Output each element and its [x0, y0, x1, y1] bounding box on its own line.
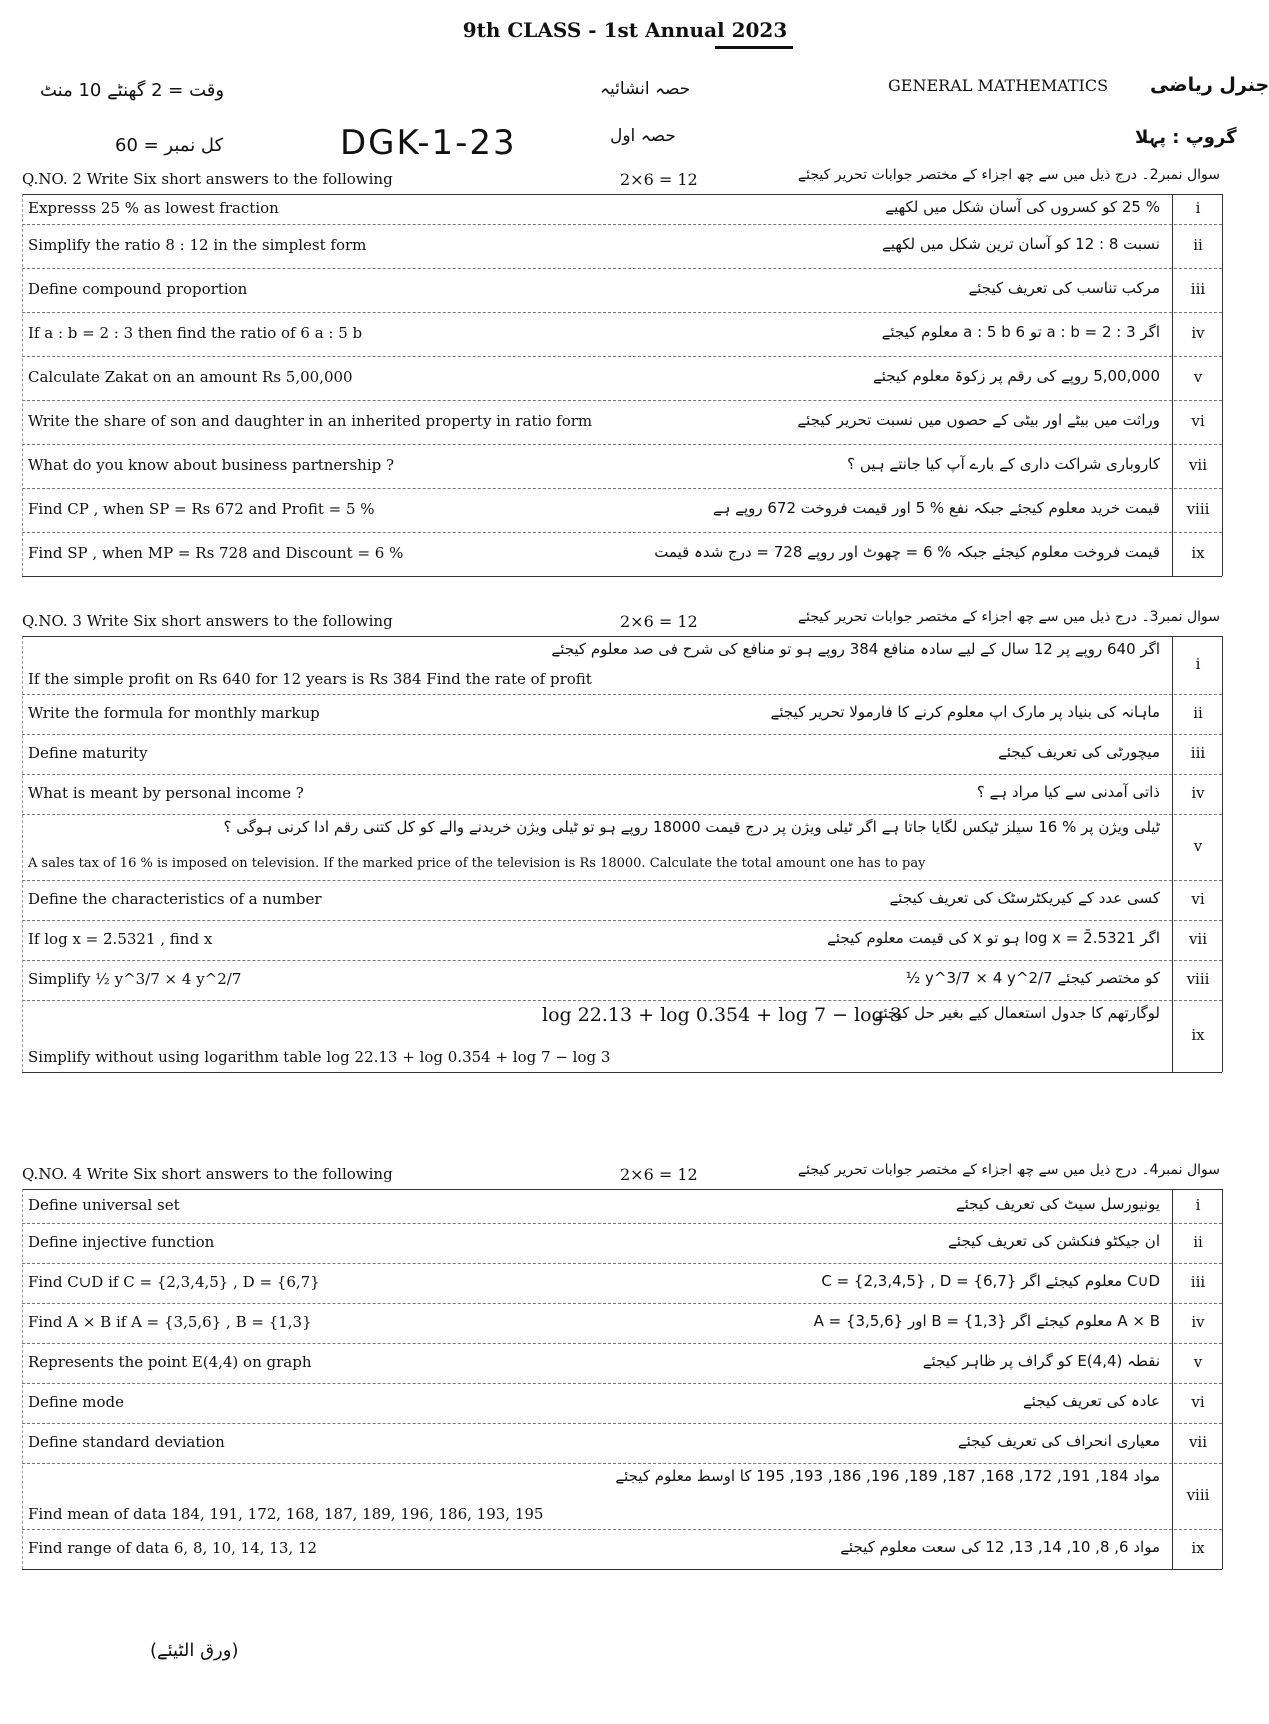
- question-formula: log 22.13 + log 0.354 + log 7 − log 3: [542, 1004, 902, 1026]
- section-marks: 2×6 = 12: [620, 170, 698, 189]
- question-row: [22, 880, 1222, 920]
- question-text-ur: اگر log x = 2̄.5321 ہو تو x کی قیمت معلوم کیجئے: [827, 929, 1160, 947]
- section-heading-en: Q.NO. 2 Write Six short answers to the following: [22, 170, 393, 188]
- section-heading-en: Q.NO. 4 Write Six short answers to the following: [22, 1165, 393, 1183]
- question-number: iii: [1190, 1273, 1206, 1291]
- question-text-ur: نسبت 8 : 12 کو آسان ترین شکل میں لکھیے: [882, 235, 1160, 253]
- question-text-ur: معیاری انحراف کی تعریف کیجئے: [957, 1432, 1160, 1450]
- question-number: iii: [1190, 744, 1206, 762]
- question-row: [22, 1463, 1222, 1529]
- question-text-en: Define standard deviation: [28, 1433, 225, 1451]
- question-number: viii: [1186, 1486, 1210, 1504]
- table-left-border: [22, 1189, 23, 1569]
- question-text-ur: A = {3,5,6} اور B = {1,3} معلوم کیجئے اگر A × B: [813, 1312, 1160, 1330]
- question-text-en: What is meant by personal income ?: [28, 784, 304, 802]
- question-row: [22, 1223, 1222, 1263]
- question-text-en: What do you know about business partnership ?: [28, 456, 395, 474]
- question-row: [22, 920, 1222, 960]
- question-row: [22, 400, 1222, 444]
- question-text-en: If a : b = 2 : 3 then find the ratio of 6 a : 5 b: [28, 324, 363, 342]
- question-text-ur: عادہ کی تعریف کیجئے: [1023, 1392, 1160, 1410]
- table-left-border: [22, 636, 23, 1072]
- question-text-en: Define compound proportion: [28, 280, 248, 298]
- question-text-en: Write the formula for monthly markup: [28, 704, 320, 722]
- question-text-en: Expresss 25 % as lowest fraction: [28, 199, 279, 217]
- question-text-ur: 5,00,000 روپے کی رقم پر زکوۃ معلوم کیجئے: [873, 367, 1160, 385]
- section-heading-ur: سوال نمبر2۔ درج ذیل میں سے چھ اجزاء کے مختصر جوابات تحریر کیجئے: [797, 167, 1220, 183]
- question-number: vii: [1188, 1433, 1208, 1451]
- question-row: [22, 960, 1222, 1000]
- question-row: [22, 1263, 1222, 1303]
- group-label: گروپ : پہلا: [1135, 127, 1237, 148]
- question-number: vi: [1191, 1393, 1205, 1411]
- question-text-ur: ½ y^3/7 × 4 y^2/7 کو مختصر کیجئے: [905, 969, 1160, 987]
- question-text-ur: قیمت فروخت معلوم کیجئے جبکہ % 6 = چھوٹ اور روپے 728 = درج شدہ قیمت: [654, 543, 1160, 561]
- row-divider: [22, 1072, 1222, 1073]
- question-text-ur: مواد 184, 191, 172, 168, 187, 189, 196, 186, 193, 195 کا اوسط معلوم کیجئے: [615, 1467, 1160, 1485]
- question-text-ur: ان جیکٹو فنکشن کی تعریف کیجئے: [948, 1232, 1160, 1250]
- question-row: [22, 1303, 1222, 1343]
- question-number: viii: [1186, 970, 1210, 988]
- question-text-ur: وراثت میں بیٹے اور بیٹی کے حصوں میں نسبت تحریر کیجئے: [797, 411, 1160, 429]
- question-text-en: Simplify without using logarithm table log 22.13 + log 0.354 + log 7 − log 3: [28, 1048, 611, 1066]
- question-text-ur: ٹیلی ویژن پر % 16 سیلز ٹیکس لگایا جاتا ہے اگر ٹیلی ویژن پر درج قیمت 18000 روپے ہو تو ٹیلی ویژن خریدنے والے کو کل کتنی رقم ادا کرنی ہوگی ؟: [223, 818, 1160, 836]
- question-text-ur: یونیورسل سیٹ کی تعریف کیجئے: [955, 1195, 1160, 1213]
- row-divider: [22, 1569, 1222, 1570]
- number-column-left-border: [1172, 194, 1173, 576]
- question-row: [22, 636, 1222, 694]
- question-number: ix: [1191, 544, 1205, 562]
- question-text-en: Write the share of son and daughter in an inherited property in ratio form: [28, 412, 593, 430]
- question-number: v: [1193, 368, 1203, 386]
- question-row: [22, 1000, 1222, 1072]
- question-number: vii: [1188, 456, 1208, 474]
- question-number: vii: [1188, 930, 1208, 948]
- question-row: [22, 268, 1222, 312]
- section-marks: 2×6 = 12: [620, 1165, 698, 1184]
- section-heading-ur: سوال نمبر4۔ درج ذیل میں سے چھ اجزاء کے مختصر جوابات تحریر کیجئے: [797, 1162, 1220, 1178]
- question-text-ur: کاروباری شراکت داری کے بارے آپ کیا جانتے ہیں ؟: [847, 455, 1160, 473]
- section-heading-en: Q.NO. 3 Write Six short answers to the following: [22, 612, 393, 630]
- question-text-ur: نقطہ E(4,4) کو گراف پر ظاہر کیجئے: [922, 1352, 1160, 1370]
- question-number: v: [1193, 1353, 1203, 1371]
- question-row: [22, 488, 1222, 532]
- question-number: viii: [1186, 500, 1210, 518]
- time-label: وقت = 2 گھنٹے 10 منٹ: [40, 80, 225, 101]
- question-text-ur: اگر a : b = 2 : 3 تو 6 a : 5 b معلوم کیجئے: [881, 323, 1160, 341]
- subject-en: GENERAL MATHEMATICS: [888, 76, 1109, 95]
- question-text-en: Define injective function: [28, 1233, 215, 1251]
- question-row: [22, 1343, 1222, 1383]
- question-text-en: Define maturity: [28, 744, 148, 762]
- section-heading-ur: سوال نمبر3۔ درج ذیل میں سے چھ اجزاء کے مختصر جوابات تحریر کیجئے: [797, 609, 1220, 625]
- number-column-left-border: [1172, 636, 1173, 1072]
- question-text-ur: % 25 کو کسروں کی آسان شکل میں لکھیے: [885, 198, 1160, 216]
- number-column-right-border: [1222, 1189, 1223, 1569]
- question-row: [22, 194, 1222, 224]
- question-number: i: [1195, 1196, 1201, 1214]
- question-text-ur: مواد 6, 8, 10, 14, 13, 12 کی سعت معلوم کیجئے: [840, 1538, 1160, 1556]
- subject-ur: جنرل ریاضی: [1150, 74, 1269, 96]
- section-marks: 2×6 = 12: [620, 612, 698, 631]
- question-row: [22, 734, 1222, 774]
- table-left-border: [22, 194, 23, 576]
- question-text-en: Represents the point E(4,4) on graph: [28, 1353, 312, 1371]
- question-number: ix: [1191, 1026, 1205, 1044]
- part-subjective-label: حصہ انشائیہ: [600, 79, 691, 99]
- question-number: iv: [1191, 784, 1205, 802]
- question-text-en: Find mean of data 184, 191, 172, 168, 187, 189, 196, 186, 193, 195: [28, 1505, 544, 1523]
- question-text-ur: کسی عدد کے کیریکٹرسٹک کی تعریف کیجئے: [889, 889, 1160, 907]
- question-text-en: Find A × B if A = {3,5,6} , B = {1,3}: [28, 1313, 312, 1331]
- question-number: iii: [1190, 280, 1206, 298]
- question-text-ur: ماہانہ کی بنیاد پر مارک اپ معلوم کرنے کا فارمولا تحریر کیجئے: [770, 703, 1160, 721]
- question-text-en: Simplify the ratio 8 : 12 in the simplest form: [28, 236, 367, 254]
- question-row: [22, 694, 1222, 734]
- question-row: [22, 312, 1222, 356]
- question-number: ii: [1193, 1233, 1203, 1251]
- question-text-ur: میچورٹی کی تعریف کیجئے: [998, 743, 1160, 761]
- question-row: [22, 444, 1222, 488]
- question-text-en: Simplify ½ y^3/7 × 4 y^2/7: [28, 970, 242, 988]
- number-column-right-border: [1222, 636, 1223, 1072]
- question-row: [22, 774, 1222, 814]
- question-number: ix: [1191, 1539, 1205, 1557]
- page-title: 9th CLASS - 1st Annual 2023: [462, 18, 788, 42]
- question-text-en: Define universal set: [28, 1196, 180, 1214]
- question-text-en: Find range of data 6, 8, 10, 14, 13, 12: [28, 1539, 318, 1557]
- question-number: vi: [1191, 890, 1205, 908]
- question-number: iv: [1191, 1313, 1205, 1331]
- question-text-ur: C = {2,3,4,5} , D = {6,7} معلوم کیجئے اگر C∪D: [821, 1272, 1160, 1290]
- question-row: [22, 356, 1222, 400]
- question-row: [22, 1423, 1222, 1463]
- question-number: iv: [1191, 324, 1205, 342]
- question-text-en: Find SP , when MP = Rs 728 and Discount = 6 %: [28, 544, 404, 562]
- question-text-en: A sales tax of 16 % is imposed on television. If the marked price of the television is Rs 18000. Calculate the total amount one has to pay: [28, 856, 926, 871]
- question-text-en: If log x = 2̄.5321 , find x: [28, 930, 213, 948]
- title-underline: [715, 46, 793, 49]
- question-text-en: Find CP , when SP = Rs 672 and Profit = 5 %: [28, 500, 375, 518]
- question-text-ur: ذاتی آمدنی سے کیا مراد ہے ؟: [976, 783, 1160, 801]
- row-divider: [22, 576, 1222, 577]
- number-column-left-border: [1172, 1189, 1173, 1569]
- question-text-en: Define the characteristics of a number: [28, 890, 322, 908]
- total-marks-label: کل نمبر = 60: [115, 135, 224, 156]
- question-number: ii: [1193, 236, 1203, 254]
- question-number: i: [1195, 199, 1201, 217]
- question-text-en: Find C∪D if C = {2,3,4,5} , D = {6,7}: [28, 1273, 320, 1291]
- question-row: [22, 1189, 1222, 1223]
- turn-over-note: (ورق الٹیئے): [150, 1640, 239, 1661]
- question-number: i: [1195, 655, 1201, 673]
- question-number: v: [1193, 837, 1203, 855]
- question-row: [22, 1529, 1222, 1569]
- number-column-right-border: [1222, 194, 1223, 576]
- question-text-ur: مرکب تناسب کی تعریف کیجئے: [968, 279, 1160, 297]
- question-row: [22, 224, 1222, 268]
- question-number: vi: [1191, 412, 1205, 430]
- question-text-ur: اگر 640 روپے پر 12 سال کے لیے سادہ منافع 384 روپے ہو تو منافع کی شرح فی صد معلوم کیجئے: [551, 640, 1160, 658]
- question-number: ii: [1193, 704, 1203, 722]
- question-row: [22, 814, 1222, 880]
- question-text-ur: قیمت خرید معلوم کیجئے جبکہ نفع % 5 اور قیمت فروخت 672 روپے ہے: [712, 499, 1160, 517]
- question-text-en: Calculate Zakat on an amount Rs 5,00,000: [28, 368, 353, 386]
- question-row: [22, 532, 1222, 576]
- question-text-en: If the simple profit on Rs 640 for 12 years is Rs 384 Find the rate of profit: [28, 670, 592, 688]
- paper-code: DGK-1-23: [340, 123, 517, 163]
- question-text-ur: لوگارتھم کا جدول استعمال کیے بغیر حل کیجئے: [874, 1004, 1160, 1022]
- part-first-label: حصہ اول: [610, 126, 676, 146]
- question-row: [22, 1383, 1222, 1423]
- question-text-en: Define mode: [28, 1393, 124, 1411]
